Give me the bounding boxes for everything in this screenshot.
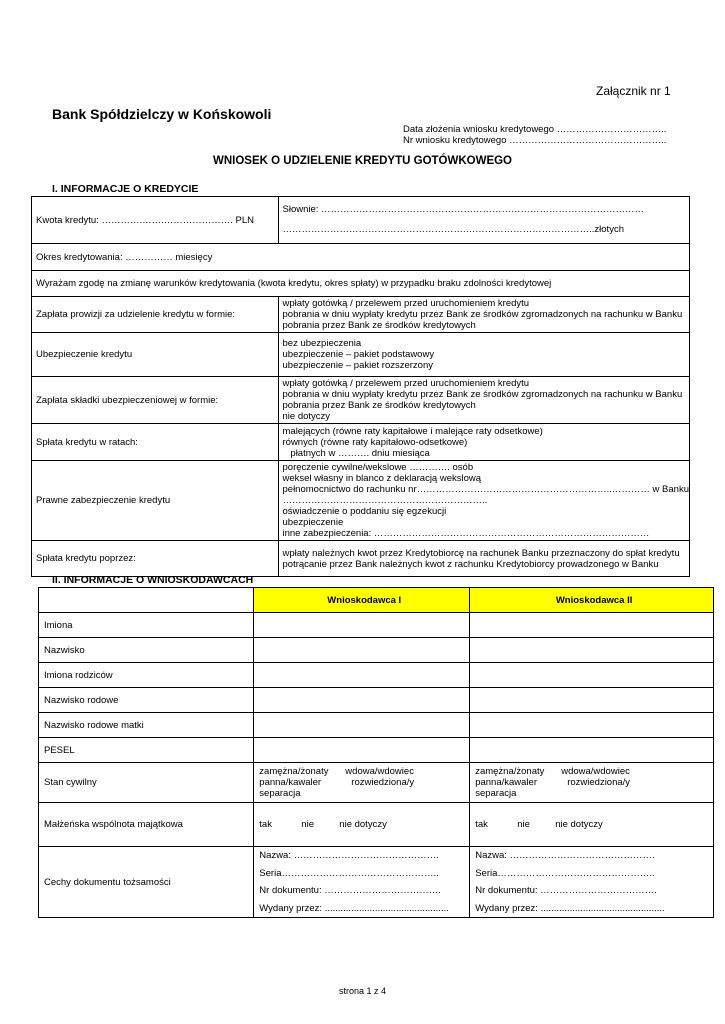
application-date-field[interactable]: Data złożenia wniosku kredytowego ……………………………..: [403, 124, 667, 135]
applicant-2-separated[interactable]: separacja: [475, 788, 517, 799]
option-repayment-transfer[interactable]: wpłaty należnych kwot przez Kredytobiorcę na rachunek Banku przeznaczony do spłat kredytu: [282, 547, 680, 559]
option-other-collateral[interactable]: inne zabezpieczenia: ……………………………………………………………………………: [282, 528, 650, 539]
applicant-2-community-na[interactable]: nie dotyczy: [555, 819, 603, 830]
pesel-label: PESEL: [39, 738, 254, 763]
option-decreasing-installments[interactable]: malejących (równe raty kapitałowe i malejące raty odsetkowe): [282, 425, 543, 437]
applicant-1-community-yes[interactable]: tak: [259, 819, 272, 830]
applicant-2-id-issuer[interactable]: Wydany przez: ...............................................: [475, 902, 665, 914]
applicant-1-pesel[interactable]: [254, 738, 470, 763]
option-basic-insurance[interactable]: ubezpieczenie – pakiet podstawowy: [282, 349, 435, 360]
applicant-1-id-issuer[interactable]: Wydany przez: ...............................................: [259, 902, 449, 914]
commission-label: Zapłata prowizji za udzielenie kredytu w formie:: [32, 297, 279, 333]
option-enforcement-statement[interactable]: oświadczenie o poddaniu się egzekucji: [282, 506, 447, 517]
option-premium-na[interactable]: nie dotyczy: [282, 411, 331, 422]
applicant-1-separated[interactable]: separacja: [259, 788, 301, 799]
civil-status-label: Stan cywilny: [39, 763, 254, 803]
applicant-2-header: Wnioskodawca II: [470, 588, 714, 613]
option-repayment-deduction[interactable]: potrącanie przez Bank należnych kwot z rachunku Kredytobiorcy prowadzonego w Banku: [282, 558, 659, 570]
applicant-1-id-series[interactable]: Seria…………………………………………..: [259, 867, 439, 879]
option-premium-account[interactable]: pobrania w dniu wypłaty kredytu przez Bank ze środków zgromadzonych na rachunku w Banku: [282, 389, 683, 400]
applicant-2-id-name[interactable]: Nazwa: ……………………………………….: [475, 850, 655, 861]
application-number-field[interactable]: Nr wniosku kredytowego …………………………………………..: [403, 135, 667, 146]
attachment-number: Załącznik nr 1: [596, 84, 671, 98]
account-number-continuation[interactable]: ………………………………………………………..: [282, 495, 488, 506]
applicants-table: [38, 587, 714, 918]
applicant-2-community-yes[interactable]: tak: [475, 819, 488, 830]
option-extended-insurance[interactable]: ubezpieczenie – pakiet rozszerzony: [282, 360, 434, 371]
applicant-2-married[interactable]: zamężna/żonaty: [475, 766, 545, 777]
applicant-1-surname[interactable]: [254, 638, 470, 663]
option-account-power-of-attorney[interactable]: pełnomocnictwo do rachunku nr……………………………………………………..………… w Banku: [282, 484, 689, 495]
option-commission-cash[interactable]: wpłaty gotówką / przelewem przed uruchomieniem kredytu: [282, 298, 530, 309]
applicant-2-surname[interactable]: [470, 638, 714, 663]
option-no-insurance[interactable]: bez ubezpieczenia: [282, 338, 362, 349]
parents-names-label: Imiona rodziców: [39, 663, 254, 688]
credit-amount-field[interactable]: Kwota kredytu: ………….…….…………………. PLN: [32, 197, 279, 244]
applicant-2-parents-names[interactable]: [470, 663, 714, 688]
collateral-label: Prawne zabezpieczenie kredytu: [32, 461, 279, 541]
applicant-1-mother-maiden-name[interactable]: [254, 713, 470, 738]
applicant-2-mother-maiden-name[interactable]: [470, 713, 714, 738]
mother-maiden-name-label: Nazwisko rodowe matki: [39, 713, 254, 738]
credit-info-table: [31, 196, 690, 577]
applicant-2-maiden-name[interactable]: [470, 688, 714, 713]
applicant-1-maiden-name[interactable]: [254, 688, 470, 713]
section-credit-heading: I. INFORMACJE O KREDYCIE: [52, 183, 199, 195]
option-commission-account[interactable]: pobrania w dniu wypłaty kredytu przez Bank ze środków zgromadzonych na rachunku w Banku: [282, 309, 683, 320]
surname-label: Nazwisko: [39, 638, 254, 663]
applicant-2-id-number[interactable]: Nr dokumentu: ……………………………….: [475, 885, 657, 896]
property-community-label: Małżeńska wspólnota majątkowa: [39, 803, 254, 847]
applicant-1-parents-names[interactable]: [254, 663, 470, 688]
applicant-1-widowed[interactable]: wdowa/wdowiec: [345, 766, 414, 777]
document-title: WNIOSEK O UDZIELENIE KREDYTU GOTÓWKOWEGO: [213, 155, 512, 167]
applicant-1-header: Wnioskodawca I: [254, 588, 470, 613]
insurance-label: Ubezpieczenie kredytu: [32, 333, 279, 377]
amount-in-words-line-2[interactable]: ………………………………………………….…………………………………..złotych: [282, 224, 624, 235]
applicant-2-community-no[interactable]: nie: [517, 819, 530, 830]
applicant-1-first-names[interactable]: [254, 613, 470, 638]
applicant-1-divorced[interactable]: rozwiedziona/y: [351, 777, 415, 788]
applicant-2-single[interactable]: panna/kawaler: [475, 777, 537, 788]
applicant-1-married[interactable]: zamężna/żonaty: [259, 766, 329, 777]
maiden-name-label: Nazwisko rodowe: [39, 688, 254, 713]
installments-label: Spłata kredytu w ratach:: [32, 424, 279, 461]
consent-statement: Wyrażam zgodę na zmianę warunków kredytowania (kwota kredytu, okres spłaty) w przypadku braku zdolności kredytowej: [32, 271, 690, 297]
payment-day-field[interactable]: płatnych w ………. dniu miesiąca: [282, 447, 430, 459]
first-names-label: Imiona: [39, 613, 254, 638]
option-promissory-note[interactable]: weksel własny in blanco z deklaracją wekslową: [282, 473, 482, 484]
applicant-2-divorced[interactable]: rozwiedziona/y: [567, 777, 631, 788]
option-guarantee[interactable]: poręczenie cywilne/wekslowe …………. osób: [282, 462, 474, 473]
option-equal-installments[interactable]: równych (równe raty kapitałowo-odsetkowe): [282, 436, 468, 448]
repayment-label: Spłata kredytu poprzez:: [32, 541, 279, 577]
page-number: strona 1 z 4: [338, 986, 387, 996]
premium-payment-label: Zapłata składki ubezpieczeniowej w formie:: [32, 377, 279, 424]
bank-name: Bank Spółdzielczy w Końskowoli: [52, 106, 272, 122]
credit-period-field[interactable]: Okres kredytowania: …………… miesięcy: [32, 244, 690, 271]
applicant-2-first-names[interactable]: [470, 613, 714, 638]
applicant-2-pesel[interactable]: [470, 738, 714, 763]
section-applicants-heading: II. INFORMACJE O WNIOSKODAWCACH: [52, 574, 254, 586]
applicant-1-community-no[interactable]: nie: [301, 819, 314, 830]
option-premium-credit[interactable]: pobrania przez Bank ze środków kredytowych: [282, 400, 476, 411]
option-insurance-collateral[interactable]: ubezpieczenie: [282, 517, 344, 528]
option-premium-cash[interactable]: wpłaty gotówką / przelewem przed uruchomieniem kredytu: [282, 378, 530, 389]
applicant-1-id-number[interactable]: Nr dokumentu: ……………………………….: [259, 885, 441, 896]
applicant-1-id-name[interactable]: Nazwa: ……………………………………….: [259, 850, 439, 861]
applicant-1-community-na[interactable]: nie dotyczy: [339, 819, 387, 830]
id-document-label: Cechy dokumentu tożsamości: [39, 847, 254, 918]
applicant-2-widowed[interactable]: wdowa/wdowiec: [561, 766, 630, 777]
applicant-2-id-series[interactable]: Seria…………………………………………..: [475, 867, 655, 879]
amount-in-words-line-1[interactable]: Słownie: …………………………………………………………………………………………: [282, 204, 645, 215]
option-commission-credit[interactable]: pobrania przez Bank ze środków kredytowych: [282, 320, 476, 331]
applicant-1-single[interactable]: panna/kawaler: [259, 777, 322, 788]
